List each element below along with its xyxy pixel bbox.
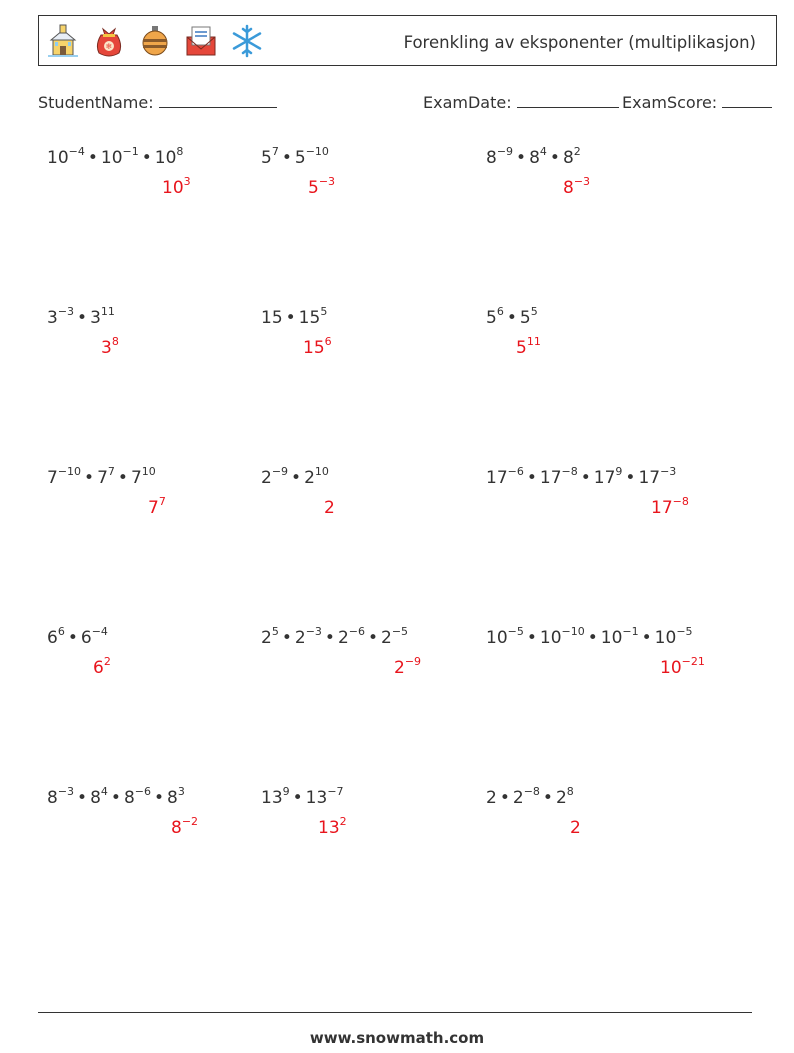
multiply-dot: • <box>549 148 560 168</box>
multiply-dot: • <box>499 788 510 808</box>
answer <box>148 495 166 518</box>
exam-score-field[interactable] <box>622 93 772 112</box>
answer-exponent: 11 <box>526 335 541 348</box>
exponent: −8 <box>523 785 540 798</box>
problem-expression <box>486 305 538 328</box>
multiply-dot: • <box>526 628 537 648</box>
base: 2 <box>294 628 306 648</box>
answer-base: 5 <box>308 178 319 198</box>
answer-exponent: 6 <box>324 335 332 348</box>
multiply-dot: • <box>291 468 302 488</box>
answer-base: 7 <box>148 498 159 518</box>
answer-exponent: −3 <box>573 175 591 188</box>
exponent: 3 <box>177 785 185 798</box>
exponent: −4 <box>91 625 108 638</box>
base: 17 <box>486 468 508 488</box>
exponent: 5 <box>320 305 328 318</box>
answer-base: 8 <box>171 818 182 838</box>
answer-base: 15 <box>303 338 325 358</box>
answer-exponent: −3 <box>318 175 336 188</box>
multiply-dot: • <box>281 628 292 648</box>
snowflake-icon <box>229 23 265 59</box>
exponent: −10 <box>57 465 82 478</box>
base: 8 <box>529 148 540 168</box>
exponent: 6 <box>496 305 504 318</box>
answer <box>171 815 199 838</box>
base: 5 <box>519 308 531 328</box>
base: 2 <box>337 628 349 648</box>
base: 10 <box>100 148 123 168</box>
exponent: 5 <box>530 305 538 318</box>
exponent: −9 <box>496 145 514 158</box>
footer-divider <box>38 1012 752 1013</box>
multiply-dot: • <box>292 788 303 808</box>
worksheet-header <box>38 15 777 66</box>
problem-expression <box>261 465 329 488</box>
answer <box>660 655 705 678</box>
base: 10 <box>47 148 69 168</box>
answer-base: 3 <box>101 338 112 358</box>
base: 2 <box>555 788 567 808</box>
problem-expression <box>261 145 329 168</box>
base: 15 <box>298 308 321 328</box>
answer-base: 2 <box>570 818 581 838</box>
exponent: −8 <box>561 465 578 478</box>
answer-exponent: 3 <box>183 175 191 188</box>
multiply-dot: • <box>580 468 591 488</box>
exponent: −3 <box>305 625 322 638</box>
multiply-dot: • <box>153 788 165 808</box>
exponent: 4 <box>100 785 108 798</box>
answer <box>318 815 347 838</box>
student-name-blank[interactable] <box>159 93 277 108</box>
answer-exponent: −21 <box>681 655 705 668</box>
base: 17 <box>638 468 661 488</box>
base: 3 <box>47 308 58 328</box>
base: 6 <box>80 628 92 648</box>
exponent: 2 <box>573 145 581 158</box>
base: 5 <box>261 148 272 168</box>
answer <box>563 175 591 198</box>
answer <box>101 335 119 358</box>
multiply-dot: • <box>516 148 527 168</box>
base: 7 <box>47 468 58 488</box>
multiply-dot: • <box>324 628 335 648</box>
exponent: 11 <box>100 305 115 318</box>
answer-base: 5 <box>516 338 527 358</box>
svg-text:❄: ❄ <box>105 42 113 51</box>
multiply-dot: • <box>625 468 636 488</box>
answer-exponent: 2 <box>103 655 111 668</box>
exponent: −5 <box>507 625 524 638</box>
base: 2 <box>381 628 392 648</box>
multiply-dot: • <box>67 628 78 648</box>
multiply-dot: • <box>285 308 296 328</box>
exponent: 8 <box>566 785 574 798</box>
exponent: −4 <box>68 145 85 158</box>
exponent: −6 <box>348 625 365 638</box>
exponent: −5 <box>676 625 693 638</box>
gift-sack-icon <box>91 23 127 59</box>
envelope-icon <box>183 23 219 59</box>
exponent: 9 <box>282 785 290 798</box>
exponent: −7 <box>327 785 344 798</box>
problem-expression <box>47 465 156 488</box>
exponent: 10 <box>314 465 329 478</box>
exponent: 10 <box>141 465 156 478</box>
exponent: −10 <box>305 145 329 158</box>
answer <box>394 655 422 678</box>
exponent: 8 <box>176 145 184 158</box>
multiply-dot: • <box>367 628 379 648</box>
base: 2 <box>261 468 272 488</box>
answer-exponent: −9 <box>404 655 422 668</box>
answer-exponent: 7 <box>158 495 166 508</box>
multiply-dot: • <box>542 788 553 808</box>
exponent: −6 <box>134 785 151 798</box>
answer-exponent: 2 <box>339 815 347 828</box>
problem-expression <box>486 465 677 488</box>
base: 6 <box>47 628 58 648</box>
multiply-dot: • <box>77 308 88 328</box>
base: 2 <box>486 788 497 808</box>
base: 17 <box>593 468 616 488</box>
answer-base: 10 <box>660 658 682 678</box>
base: 8 <box>90 788 101 808</box>
answer <box>651 495 689 518</box>
answer-base: 10 <box>162 178 184 198</box>
exponent: −6 <box>507 465 524 478</box>
worksheet-title: Forenkling av eksponenter (multiplikasjon) <box>403 33 756 52</box>
answer <box>516 335 541 358</box>
answer-base: 6 <box>93 658 104 678</box>
base: 5 <box>486 308 497 328</box>
exponent: 9 <box>615 465 623 478</box>
answer <box>303 335 332 358</box>
answer-base: 8 <box>563 178 574 198</box>
answer-base: 17 <box>651 498 673 518</box>
base: 2 <box>512 788 524 808</box>
problem-expression <box>261 625 409 648</box>
base: 8 <box>562 148 574 168</box>
exponent: −3 <box>660 465 677 478</box>
problem-expression <box>47 785 185 808</box>
multiply-dot: • <box>141 148 152 168</box>
base: 17 <box>539 468 562 488</box>
base: 8 <box>167 788 178 808</box>
multiply-dot: • <box>506 308 517 328</box>
footer-url: www.snowmath.com <box>309 1029 485 1047</box>
answer <box>324 498 335 518</box>
base: 10 <box>539 628 562 648</box>
exam-date-blank[interactable] <box>517 93 619 108</box>
problem-expression <box>486 145 581 168</box>
answer-base: 13 <box>318 818 340 838</box>
multiply-dot: • <box>587 628 598 648</box>
ornament-icon <box>137 23 173 59</box>
answer <box>570 818 581 838</box>
exponent: 4 <box>539 145 547 158</box>
base: 10 <box>154 148 177 168</box>
base: 8 <box>47 788 58 808</box>
answer-exponent: 8 <box>111 335 119 348</box>
student-name-label: StudentName: <box>38 93 154 112</box>
base: 5 <box>294 148 306 168</box>
exponent: −3 <box>57 785 75 798</box>
base: 10 <box>486 628 508 648</box>
answer-exponent: −8 <box>672 495 689 508</box>
answer-base: 2 <box>394 658 405 678</box>
answer-base: 2 <box>324 498 335 518</box>
base: 10 <box>654 628 677 648</box>
church-icon <box>45 23 81 59</box>
student-name-field[interactable] <box>38 93 277 112</box>
exponent: 6 <box>57 625 65 638</box>
base: 8 <box>486 148 497 168</box>
problem-expression <box>261 785 344 808</box>
multiply-dot: • <box>84 468 95 488</box>
exam-date-label: ExamDate: <box>423 93 512 112</box>
exponent: −9 <box>271 465 289 478</box>
answer-exponent: −2 <box>181 815 199 828</box>
base: 2 <box>304 468 315 488</box>
base: 8 <box>123 788 135 808</box>
multiply-dot: • <box>110 788 121 808</box>
exponent: 5 <box>271 625 279 638</box>
problem-expression <box>486 625 693 648</box>
base: 7 <box>97 468 108 488</box>
multiply-dot: • <box>641 628 652 648</box>
multiply-dot: • <box>281 148 292 168</box>
base: 3 <box>90 308 101 328</box>
exam-date-field[interactable] <box>423 93 619 112</box>
exam-score-blank[interactable] <box>722 93 772 108</box>
problem-expression <box>486 785 574 808</box>
answer <box>93 655 111 678</box>
multiply-dot: • <box>87 148 98 168</box>
problem-expression <box>47 625 108 648</box>
answer <box>162 175 191 198</box>
multiply-dot: • <box>526 468 537 488</box>
exponent: −1 <box>122 145 139 158</box>
exponent: −5 <box>391 625 409 638</box>
base: 7 <box>130 468 142 488</box>
problem-expression <box>47 305 115 328</box>
exam-score-label: ExamScore: <box>622 93 718 112</box>
base: 13 <box>261 788 283 808</box>
problem-expression <box>261 305 328 328</box>
multiply-dot: • <box>77 788 88 808</box>
exponent: −10 <box>561 625 585 638</box>
exponent: −3 <box>57 305 75 318</box>
exponent: 7 <box>271 145 279 158</box>
base: 13 <box>305 788 328 808</box>
problem-expression <box>47 145 184 168</box>
multiply-dot: • <box>117 468 128 488</box>
base: 2 <box>261 628 272 648</box>
base: 10 <box>600 628 623 648</box>
base: 15 <box>261 308 283 328</box>
answer <box>308 175 336 198</box>
exponent: −1 <box>622 625 639 638</box>
exponent: 7 <box>107 465 115 478</box>
